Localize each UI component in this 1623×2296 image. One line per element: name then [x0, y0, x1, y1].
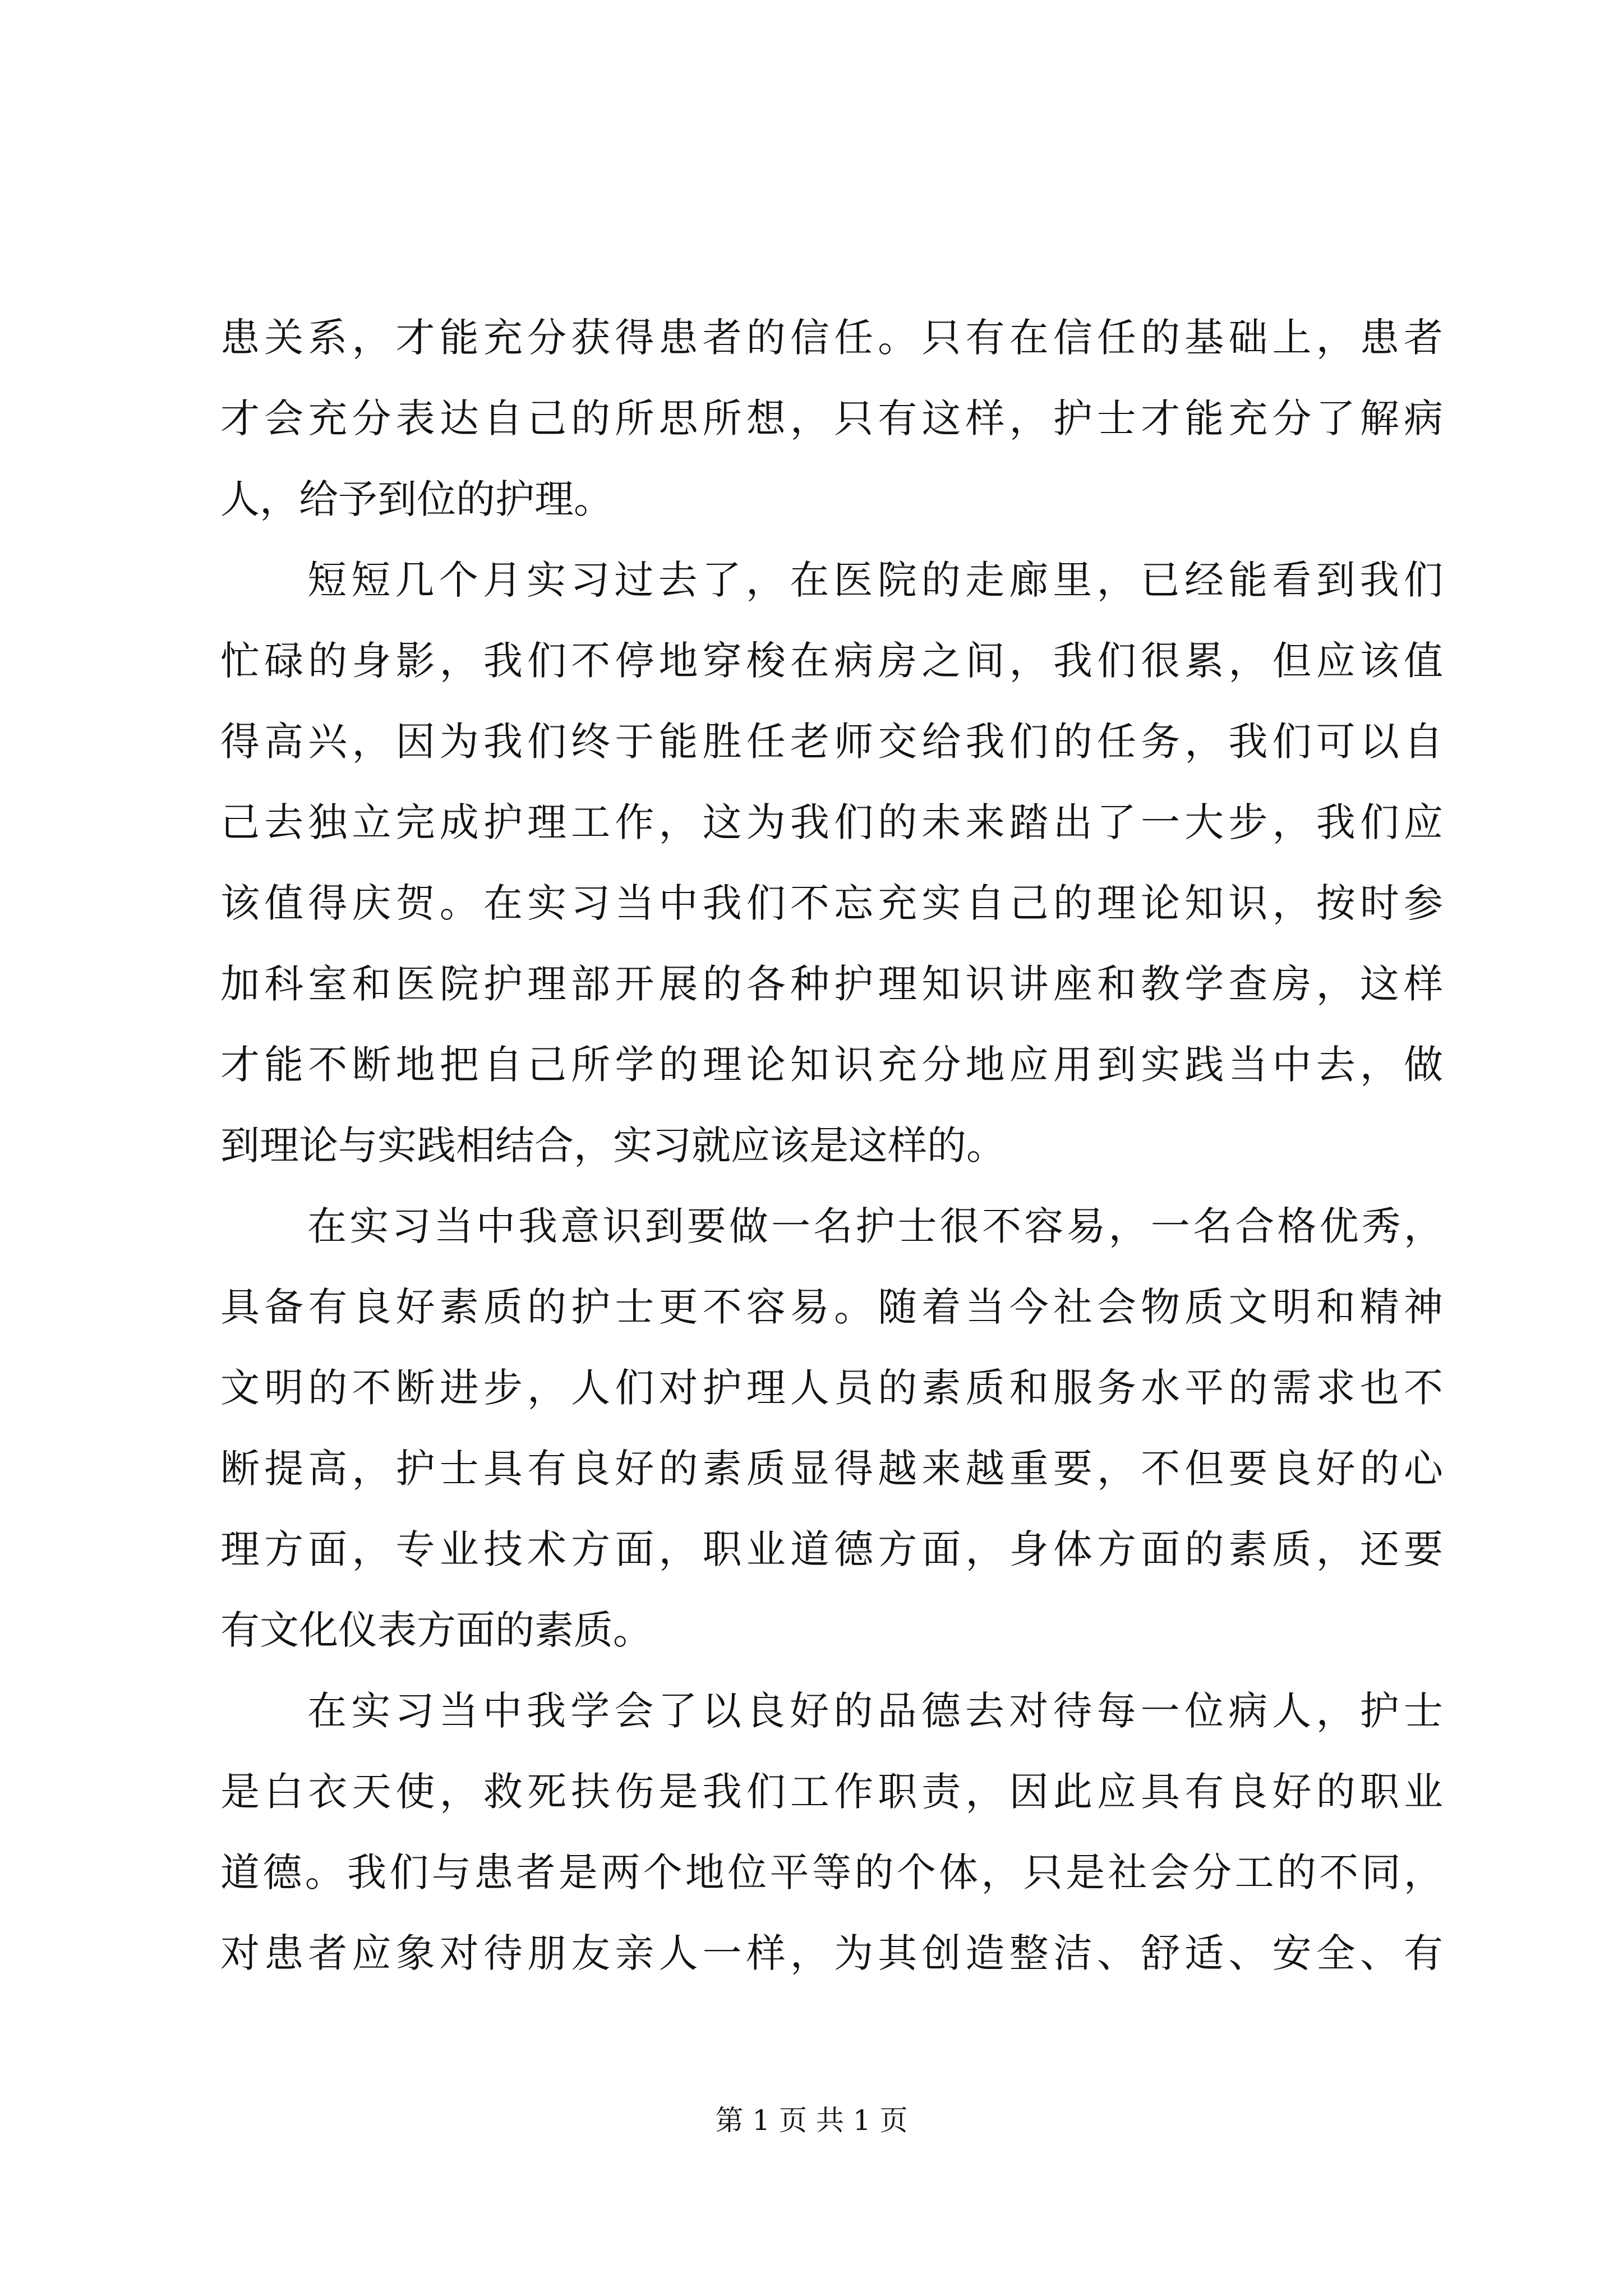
text-line: 文明的不断进步，人们对护理人员的素质和服务水平的需求也不	[220, 1365, 1443, 1411]
text-line: 己去独立完成护理工作，这为我们的未来踏出了一大步，我们应	[220, 799, 1443, 845]
text-line: 到理论与实践相结合，实习就应该是这样的。	[220, 1122, 1006, 1168]
document-body	[220, 297, 1443, 1994]
text-line: 患关系，才能充分获得患者的信任。只有在信任的基础上，患者	[220, 315, 1443, 361]
paragraph-start-line: 在实习当中我意识到要做一名护士很不容易，一名合格优秀，	[307, 1203, 1443, 1249]
text-line: 人，给予到位的护理。	[220, 476, 613, 522]
text-line: 才会充分表达自己的所思所想，只有这样，护士才能充分了解病	[220, 395, 1443, 441]
text-line: 断提高，护士具有良好的素质显得越来越重要，不但要良好的心	[220, 1446, 1443, 1492]
text-line: 是白衣天使，救死扶伤是我们工作职责，因此应具有良好的职业	[220, 1769, 1443, 1815]
text-line: 道德。我们与患者是两个地位平等的个体，只是社会分工的不同，	[220, 1849, 1443, 1895]
paragraph-start-line: 在实习当中我学会了以良好的品德去对待每一位病人，护士	[307, 1688, 1443, 1734]
text-line: 有文化仪表方面的素质。	[220, 1607, 652, 1653]
text-line: 得高兴，因为我们终于能胜任老师交给我们的任务，我们可以自	[220, 719, 1443, 765]
text-line: 才能不断地把自己所学的理论知识充分地应用到实践当中去，做	[220, 1042, 1443, 1088]
text-line: 该值得庆贺。在实习当中我们不忘充实自己的理论知识，按时参	[220, 880, 1443, 926]
page-number-footer: 第 1 页 共 1 页	[715, 2104, 908, 2137]
text-line: 理方面，专业技术方面，职业道德方面，身体方面的素质，还要	[220, 1526, 1443, 1572]
text-line: 对患者应象对待朋友亲人一样，为其创造整洁、舒适、安全、有	[220, 1930, 1443, 1976]
text-line: 加科室和医院护理部开展的各种护理知识讲座和教学查房，这样	[220, 961, 1443, 1007]
text-line: 忙碌的身影，我们不停地穿梭在病房之间，我们很累，但应该值	[220, 638, 1443, 684]
paragraph-start-line: 短短几个月实习过去了，在医院的走廊里，已经能看到我们	[307, 557, 1443, 603]
text-line: 具备有良好素质的护士更不容易。随着当今社会物质文明和精神	[220, 1284, 1443, 1330]
